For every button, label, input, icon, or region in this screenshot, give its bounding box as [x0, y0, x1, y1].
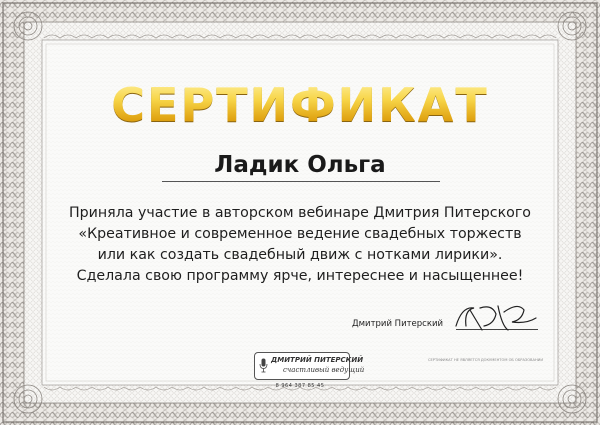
brand-logo — [254, 352, 365, 380]
phone-number: 8 964 387 85 45 — [275, 383, 325, 389]
recipient-name: Ладик Ольга — [214, 152, 386, 178]
disclaimer-text: СЕРТИФИКАТ НЕ ЯВЛЯЕТСЯ ДОКУМЕНТОМ ОБ ОБРАЗОВАНИИ — [428, 358, 544, 362]
microphone-icon — [259, 358, 268, 373]
logo-title: ДМИТРИЙ ПИТЕРСКИЙ — [271, 356, 364, 364]
handwritten-signature — [452, 296, 542, 344]
body-line: Сделала свою программу ярче, интереснее и насыщеннее! — [76, 268, 524, 284]
signer-name: Дмитрий Питерский — [352, 319, 444, 329]
certificate-body — [40, 203, 560, 287]
logo-subtitle: счастливый ведущий — [283, 366, 365, 374]
recipient-underline — [162, 181, 440, 182]
body-line: «Креативное и современное ведение свадебных торжеств — [78, 226, 522, 242]
body-line: или как создать свадебный движ с нотками лирики». — [97, 247, 503, 263]
certificate-title: СЕРТИФИКАТ — [0, 78, 600, 132]
body-line: Приняла участие в авторском вебинаре Дмитрия Питерского — [68, 205, 531, 221]
